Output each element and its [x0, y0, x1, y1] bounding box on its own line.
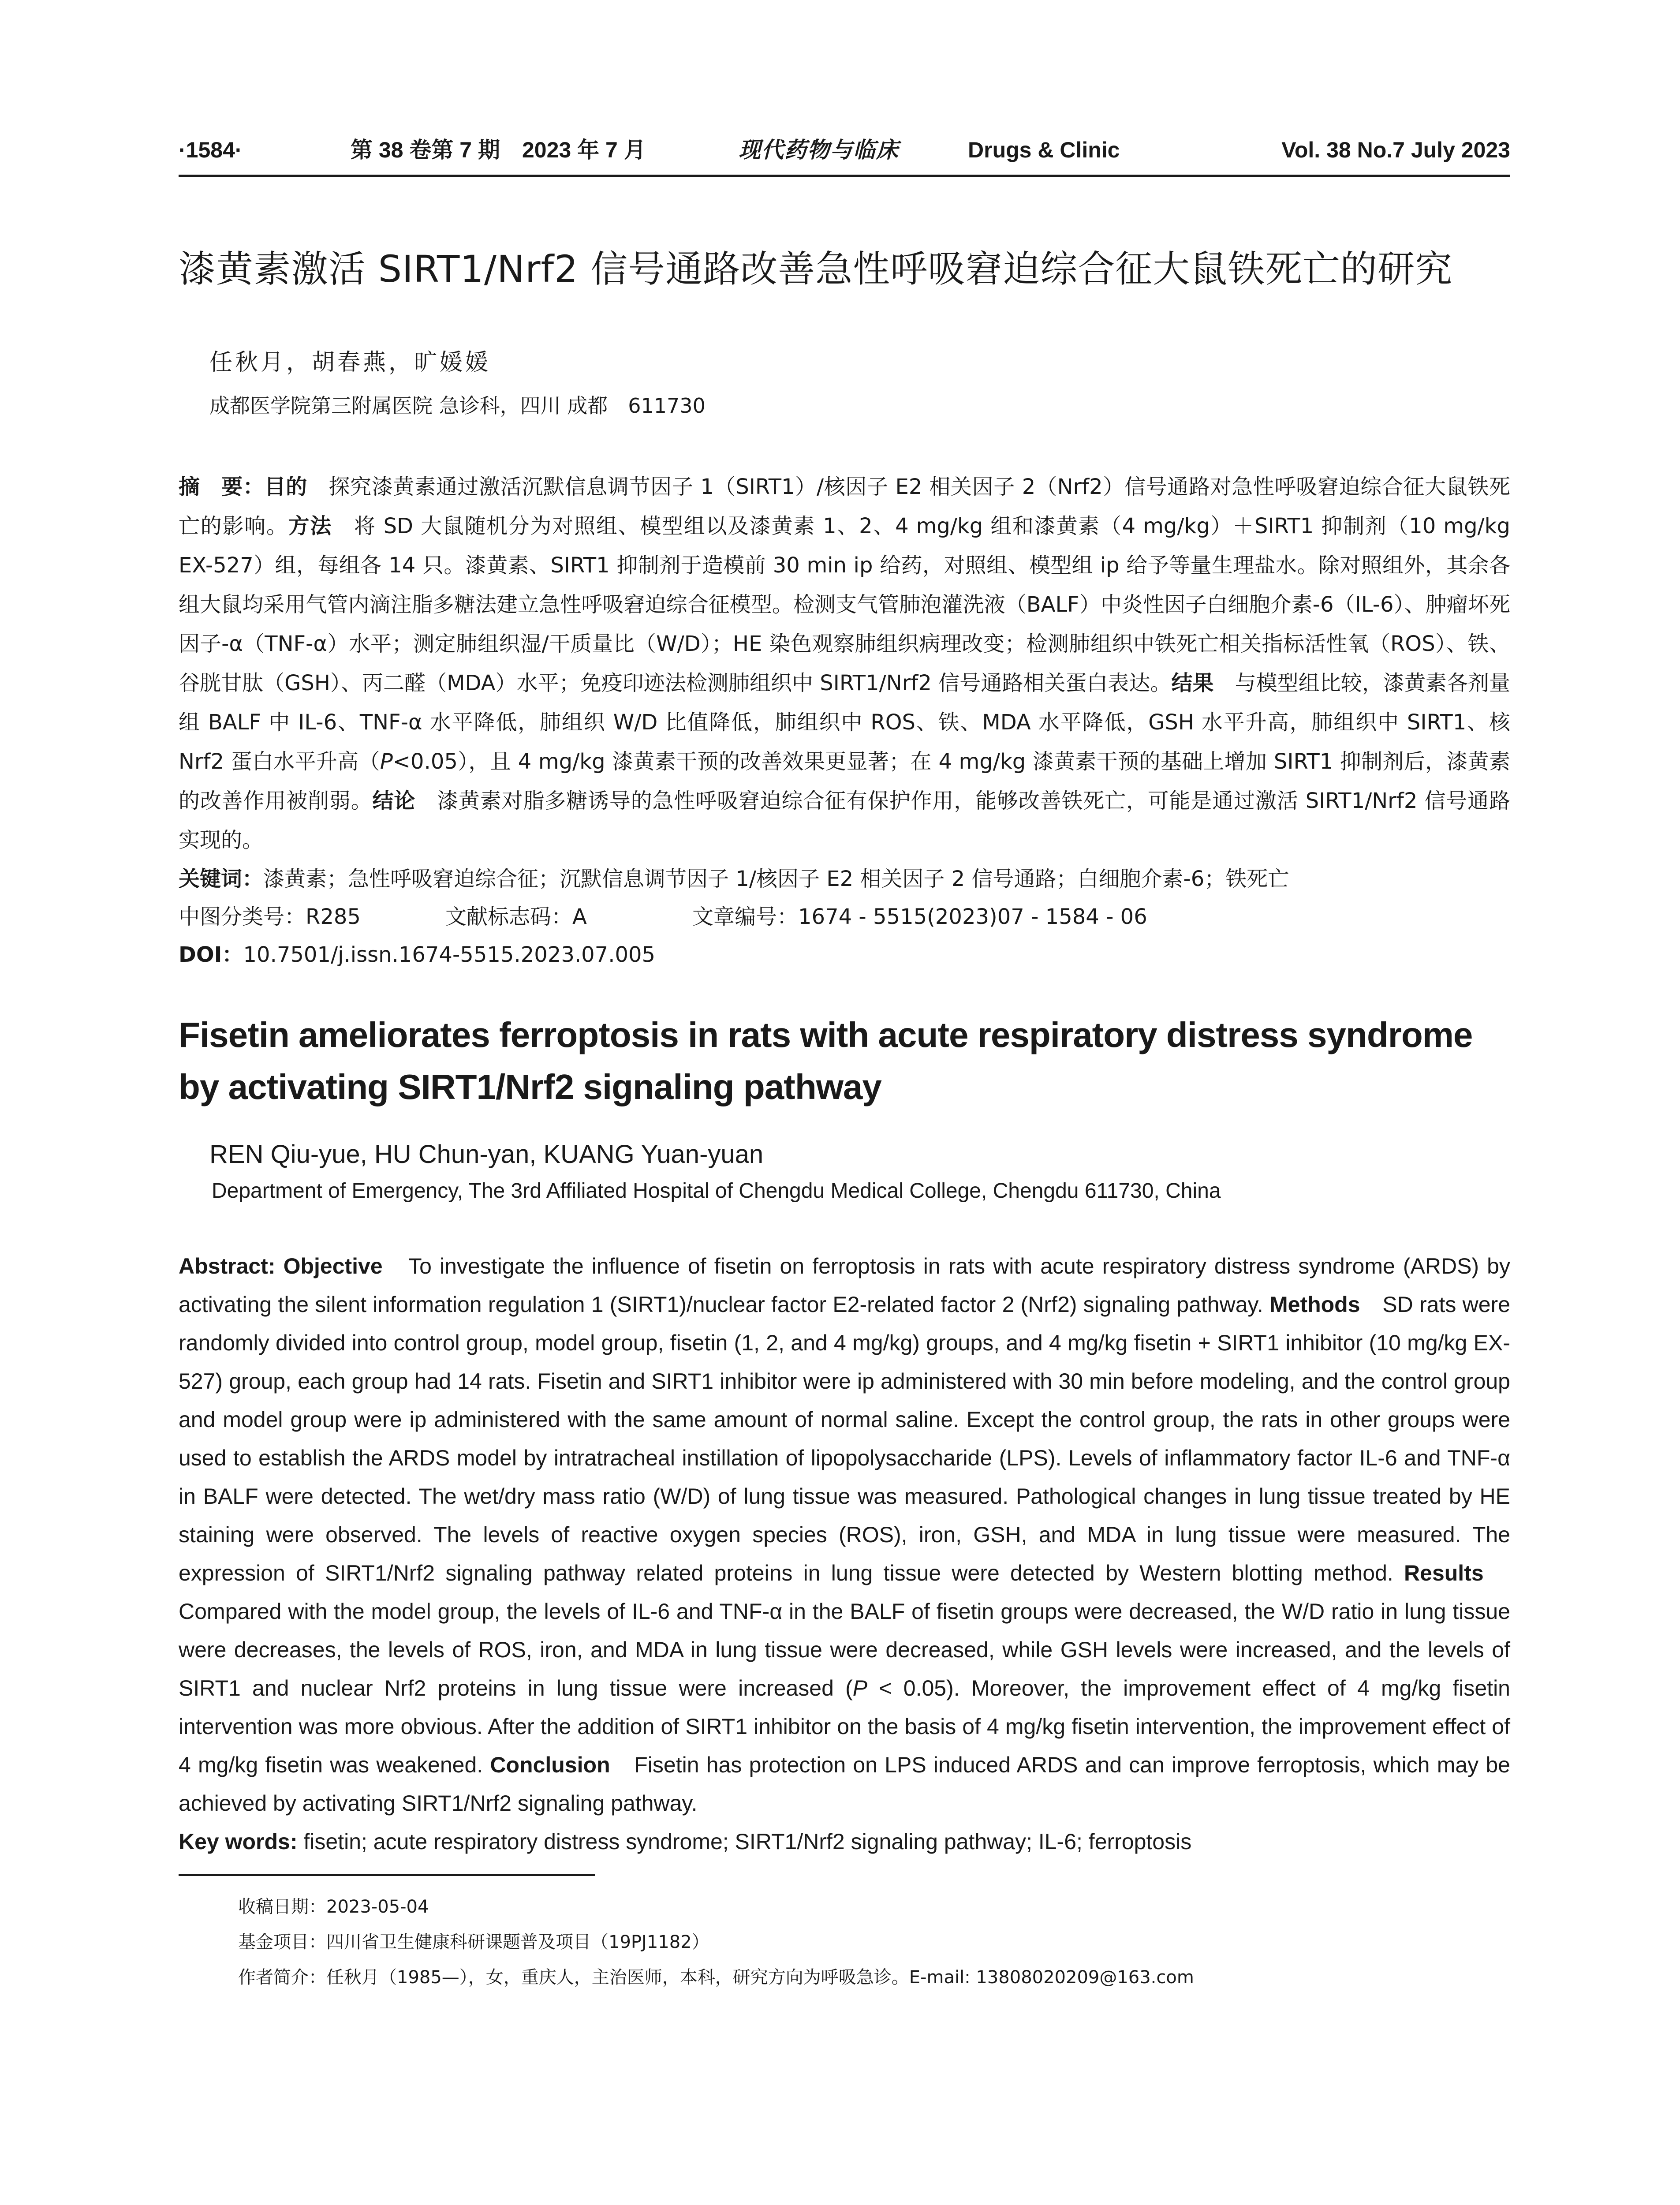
results-text-en-b: < 0.05). Moreover, the improvement effect of 4 mg/kg fisetin intervention was more obvious. After the addition of SIRT1 inhibitor on the basis of 4 mg/kg fisetin intervention, the improvement effect of 4 mg/kg fisetin was weakened. — [179, 1676, 1510, 1777]
title-en: Fisetin ameliorates ferroptosis in rats with acute respiratory distress syndrome by activating SIRT1/Nrf2 signaling pathway — [179, 1015, 1473, 1106]
article-page — [179, 132, 1510, 1995]
doi-line — [179, 936, 1510, 974]
results-label-zh: 结果 — [1171, 671, 1214, 695]
affiliation-zh: 成都医学院第三附属医院 急诊科，四川 成都 611730 — [209, 394, 706, 418]
conclusion-label-zh: 结论 — [372, 789, 416, 813]
abstract-en — [179, 1247, 1510, 1823]
article-number: 文章编号：1674 - 5515(2023)07 - 1584 - 06 — [692, 904, 1147, 929]
conclusion-label-en: Conclusion — [490, 1753, 610, 1777]
methods-label-zh: 方法 — [288, 514, 332, 538]
title-zh: 漆黄素激活 SIRT1/Nrf2 信号通路改善急性呼吸窘迫综合征大鼠铁死亡的研究 — [179, 247, 1453, 291]
results-text-en-a: Compared with the model group, the levels of IL-6 and TNF-α in the BALF of fisetin groups were decreased, the W/D ratio in lung tissue were decreases, the levels of ROS, iron, and MDA in lung tissue were decreased, while GSH levels were increased, and the levels of SIRT1 and nuclear Nrf2 proteins in lung tissue were increased ( — [179, 1561, 1511, 1700]
keywords-label-en: Key words: — [179, 1829, 298, 1854]
clc-number: 中图分类号：R285 — [179, 904, 361, 929]
conclusion-text-zh: 漆黄素对脂多糖诱导的急性呼吸窘迫综合征有保护作用，能够改善铁死亡，可能是通过激活 SIRT1/Nrf2 信号通路实现的。 — [179, 789, 1510, 852]
fund-info: 基金项目：四川省卫生健康科研课题普及项目（19PJ1182） — [238, 1932, 709, 1952]
keywords-zh — [179, 860, 1510, 898]
issue-info: 第 38 卷第 7 期 2023 年 7 月 — [351, 138, 646, 162]
footnotes — [238, 1889, 1510, 1995]
abstract-zh — [179, 467, 1510, 860]
authors-en: REN Qiu-yue, HU Chun-yan, KUANG Yuan-yuan — [209, 1140, 764, 1169]
running-head — [179, 132, 1510, 164]
abstract-label-en: Abstract: Objective — [179, 1254, 383, 1278]
volume-info: Vol. 38 No.7 July 2023 — [1281, 138, 1510, 162]
journal-name-en: Drugs & Clinic — [968, 138, 1120, 162]
objective-text-en: To investigate the influence of fisetin on ferroptosis in rats with acute respiratory distress syndrome (ARDS) by activating the silent information regulation 1 (SIRT1)/nuclear factor E2-related factor 2 (Nrf2) signaling pathway. — [179, 1254, 1510, 1317]
results-text-zh-a: 与模型组比较，漆黄素各剂量组 BALF 中 IL-6、TNF-α 水平降低，肺组织 W/D 比值降低，肺组织中 ROS、铁、MDA 水平降低，GSH 水平升高，肺组织中 SIRT1、核 Nrf2 蛋白水平升高（ — [179, 671, 1510, 774]
journal-name-zh: 现代药物与临床 — [739, 137, 899, 163]
conclusion-text-en: Fisetin has protection on LPS induced ARDS and can improve ferroptosis, which may be achieved by activating SIRT1/Nrf2 signaling pathway. — [179, 1753, 1510, 1816]
keywords-label-zh: 关键词： — [179, 867, 264, 891]
abstract-label-zh: 摘 要： — [179, 475, 265, 499]
methods-text-zh: 将 SD 大鼠随机分为对照组、模型组以及漆黄素 1、2、4 mg/kg 组和漆黄素（4 mg/kg）＋SIRT1 抑制剂（10 mg/kg EX-527）组，每组各 14 只。漆黄素、SIRT1 抑制剂于造模前 30 min ip 给药，对照组、模型组 ip 给予等量生理盐水。除对照组外，其余各组大鼠均采用气管内滴注脂多糖法建立急性呼吸窘迫综合征模型。检测支气管肺泡灌洗液（BALF）中炎性因子白细胞介素-6（IL-6）、肿瘤坏死因子-α（TNF-α）水平；测定肺组织湿/干质量比（W/D）；HE 染色观察肺组织病理改变；检测肺组织中铁死亡相关指标活性氧（ROS）、铁、谷胱甘肽（GSH）、丙二醛（MDA）水平；免疫印迹法检测肺组织中 SIRT1/Nrf2 信号通路相关蛋白表达。 — [179, 514, 1510, 695]
doi-label: DOI： — [179, 942, 243, 967]
author-bio: 作者简介：任秋月（1985—），女，重庆人，主治医师，本科，研究方向为呼吸急诊。E-mail: 13808020209@163.com — [238, 1967, 1194, 1988]
footnote-rule — [179, 1874, 595, 1876]
doi-value: 10.7501/j.issn.1674-5515.2023.07.005 — [243, 942, 656, 967]
methods-label-en: Methods — [1269, 1292, 1360, 1317]
p-value-symbol-en: P — [852, 1676, 868, 1700]
keywords-en — [179, 1823, 1510, 1861]
keywords-text-en: fisetin; acute respiratory distress syndrome; SIRT1/Nrf2 signaling pathway; IL-6; ferroptosis — [297, 1829, 1192, 1854]
objective-text-zh: 探究漆黄素通过激活沉默信息调节因子 1（SIRT1）/核因子 E2 相关因子 2（Nrf2）信号通路对急性呼吸窘迫综合征大鼠铁死亡的影响。 — [179, 475, 1510, 538]
document-code: 文献标志码：A — [445, 904, 587, 929]
authors-zh: 任秋月，胡春燕，旷媛媛 — [209, 349, 491, 376]
results-label-en: Results — [1404, 1561, 1484, 1585]
classification-line — [179, 898, 1510, 936]
received-date: 收稿日期：2023-05-04 — [238, 1897, 429, 1917]
results-text-zh-b: <0.05），且 4 mg/kg 漆黄素干预的改善效果更显著；在 4 mg/kg 漆黄素干预的基础上增加 SIRT1 抑制剂后，漆黄素的改善作用被削弱。 — [179, 749, 1510, 813]
keywords-text-zh: 漆黄素；急性呼吸窘迫综合征；沉默信息调节因子 1/核因子 E2 相关因子 2 信号通路；白细胞介素-6；铁死亡 — [263, 867, 1289, 891]
methods-text-en: SD rats were randomly divided into control group, model group, fisetin (1, 2, and 4 mg/kg) groups, and 4 mg/kg fisetin + SIRT1 inhibitor (10 mg/kg EX-527) group, each group had 14 rats. Fisetin and SIRT1 inhibitor were ip administered with 30 min before modeling, and the control group and model group were ip administered with the same amount of normal saline. Except the control group, the rats in other groups were used to establish the ARDS model by intratracheal instillation of lipopolysaccharide (LPS). Levels of inflammatory factor IL-6 and TNF-α in BALF were detected. The wet/dry mass ratio (W/D) of lung tissue was measured. Pathological changes in lung tissue treated by HE staining were observed. The levels of reactive oxygen species (ROS), iron, GSH, and MDA in lung tissue were measured. The expression of SIRT1/Nrf2 signaling pathway related proteins in lung tissue were detected by Western blotting method. — [179, 1292, 1510, 1585]
objective-label-zh: 目的 — [264, 475, 307, 499]
header-rule — [179, 175, 1510, 177]
page-number: ·1584· — [179, 138, 243, 162]
affiliation-en: Department of Emergency, The 3rd Affiliated Hospital of Chengdu Medical College, Chengdu 611730, China — [212, 1179, 1221, 1203]
p-value-symbol-zh: P — [380, 749, 393, 774]
